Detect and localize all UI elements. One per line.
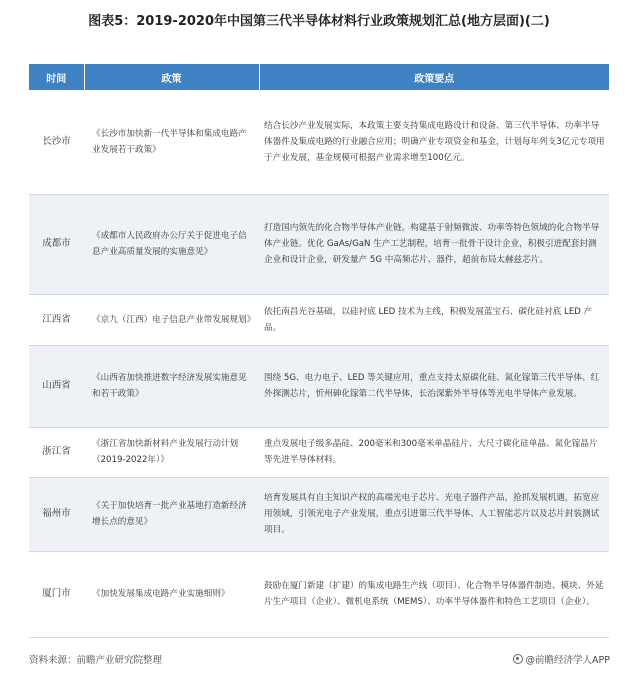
row-points: 鼓励在厦门新建（扩建）的集成电路生产线（项目）、化合物半导体器件制造、模块、外延片生产项目（企业）、微机电系统（MEMS）、功率半导体器件和特色工艺项目（企业）。 — [259, 551, 609, 637]
source-note: 资料来源：前瞻产业研究院整理 — [29, 655, 163, 666]
row-policy: 《浙江省加快新材料产业发展行动计划（2019-2022年）》 — [84, 427, 259, 477]
brand-credit — [513, 652, 610, 666]
row-region: 厦门市 — [29, 551, 84, 637]
row-policy: 《加快发展集成电路产业实施细则》 — [84, 551, 259, 637]
row-policy: 《关于加快培育一批产业基地打造新经济增长点的意见》 — [84, 477, 259, 551]
row-points: 培育发展具有自主知识产权的高端光电子芯片、光电子器件产品，抢抓发展机遇，拓宽应用领域，引领光电子产业发展，重点引进第三代半导体、人工智能芯片以及芯片封装测试项目。 — [259, 477, 609, 551]
table-row — [29, 345, 609, 427]
table-header-row — [29, 64, 609, 90]
row-points: 依托南昌光谷基础，以硅衬底 LED 技术为主线，积极发展蓝宝石、碳化硅衬底 LED 产品。 — [259, 294, 609, 345]
table-row — [29, 477, 609, 551]
row-points: 打造国内领先的化合物半导体产业链。构建基于射频微波、功率等特色领域的化合物半导体产业链。优化 GaAs/GaN 生产工艺制程，培育一批骨干设计企业，积极引进配套封测企业和设计企业，研发量产 5G 中高频芯片、器件，超前布局太赫兹芯片。 — [259, 194, 609, 294]
header-policy: 政策 — [84, 64, 259, 90]
row-region: 浙江省 — [29, 427, 84, 477]
row-region: 山西省 — [29, 345, 84, 427]
table-row — [29, 294, 609, 345]
page-title: 图表5：2019-2020年中国第三代半导体材料行业政策规划汇总(地方层面)(二) — [88, 14, 550, 29]
row-region: 成都市 — [29, 194, 84, 294]
row-points: 重点发展电子级多晶硅、200毫米和300毫米单晶硅片、大尺寸碳化硅单晶、氮化镓晶片等先进半导体材料。 — [259, 427, 609, 477]
row-region: 长沙市 — [29, 90, 84, 194]
table-row — [29, 551, 609, 637]
row-policy: 《长沙市加快新一代半导体和集成电路产业发展若干政策》 — [84, 90, 259, 194]
row-policy: 《成都市人民政府办公厅关于促进电子信息产业高质量发展的实施意见》 — [84, 194, 259, 294]
header-time: 时间 — [29, 64, 84, 90]
policy-table — [29, 64, 609, 638]
row-policy: 《山西省加快推进数字经济发展实施意见和若干政策》 — [84, 345, 259, 427]
row-points: 结合长沙产业发展实际，本政策主要支持集成电路设计和设备、第三代半导体、功率半导体器件及集成电路的行业融合应用；明确产业专项资金和基金，计划每年列支3亿元专项用于产业发展，基金规模可根据产业需求增至100亿元。 — [259, 90, 609, 194]
table-row — [29, 194, 609, 294]
row-region: 福州市 — [29, 477, 84, 551]
row-policy: 《京九（江西）电子信息产业带发展规划》 — [84, 294, 259, 345]
brand-label: @前瞻经济学人APP — [525, 655, 610, 666]
table-row — [29, 427, 609, 477]
header-points: 政策要点 — [259, 64, 609, 90]
table-row — [29, 90, 609, 194]
qianzhan-logo-icon — [513, 654, 523, 664]
row-points: 围绕 5G、电力电子、LED 等关键应用，重点支持太原碳化硅、氮化镓第三代半导体、红外探测芯片，忻州砷化镓第二代半导体，长治深紫外半导体等光电半导体产业发展。 — [259, 345, 609, 427]
row-region: 江西省 — [29, 294, 84, 345]
